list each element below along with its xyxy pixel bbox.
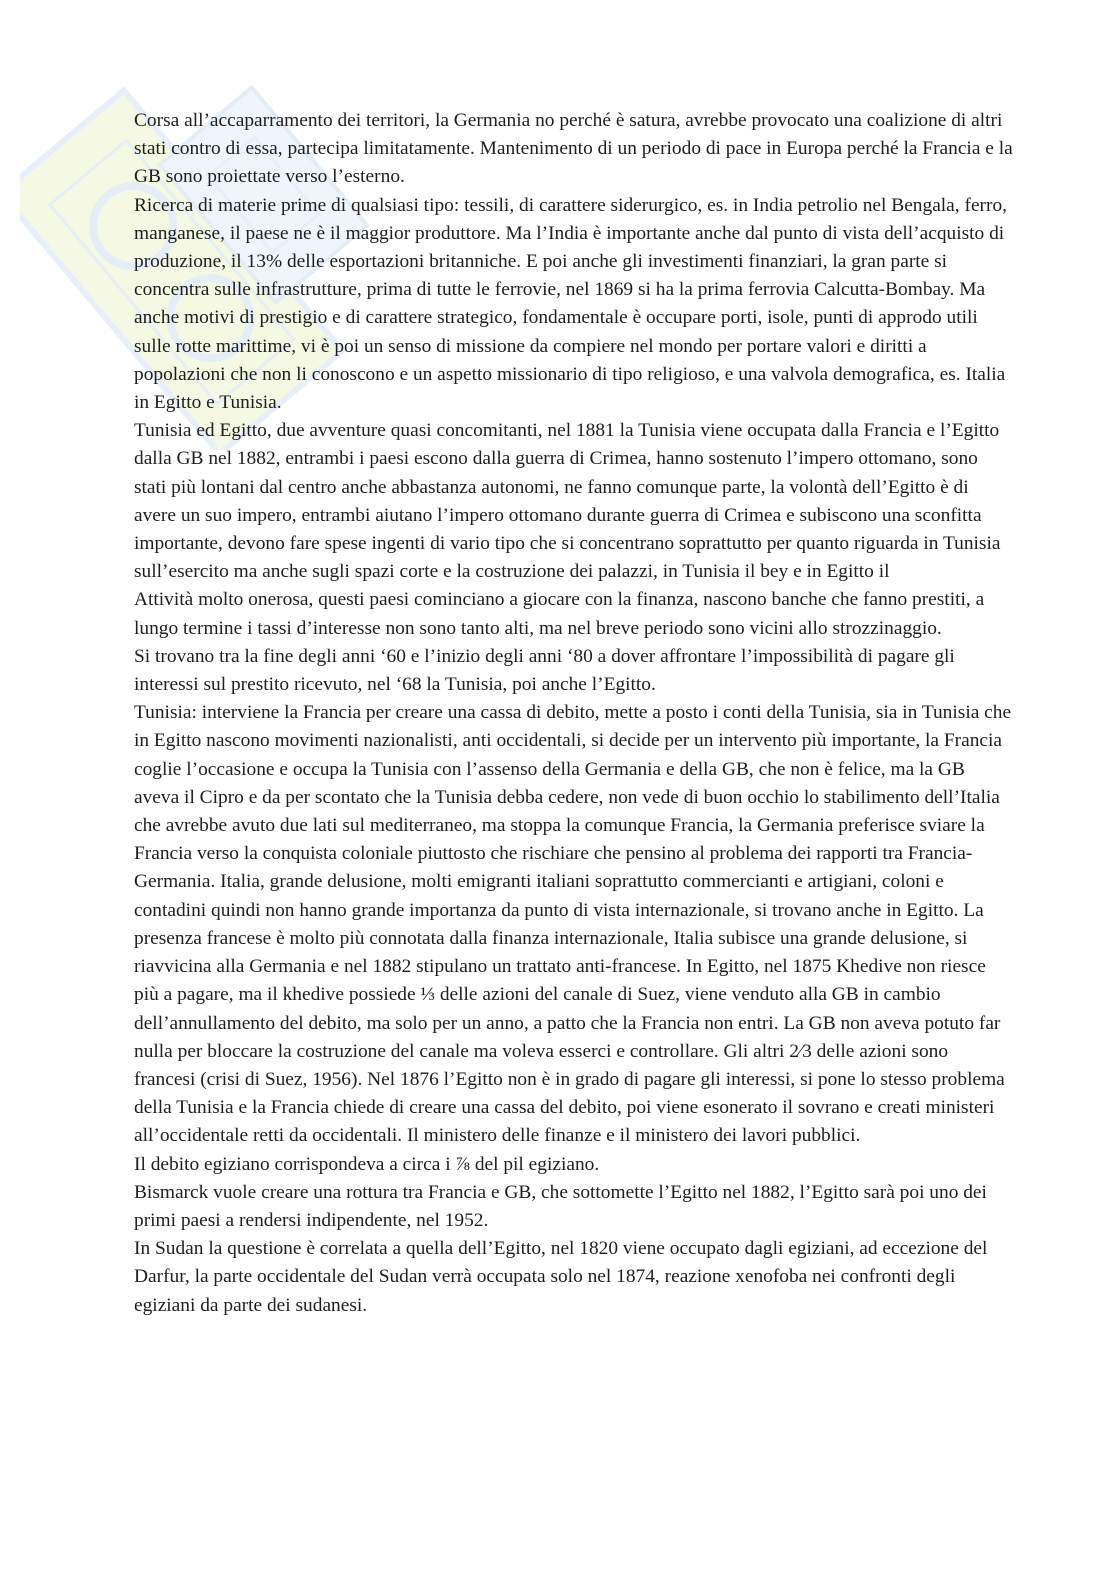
- document-body: [134, 107, 1014, 1320]
- paragraph: Si trovano tra la fine degli anni ‘60 e l’inizio degli anni ‘80 a dover affrontare l’impossibilità di pagare gli interessi sul prestito ricevuto, nel ‘68 la Tunisia, poi anche l’Egitto.: [134, 645, 955, 696]
- paragraph: Ricerca di materie prime di qualsiasi tipo: tessili, di carattere siderurgico, es. in India petrolio nel Bengala, ferro, manganese, il paese ne è il maggior produttore. Ma l’India è importante anche dal punto di vista dell’acquisto di produzione, il 13% delle esportazioni britanniche. E poi anche gli investimenti finanziari, la gran parte si concentra sulle infrastrutture, prima di tutte le ferrovie, nel 1869 si ha la prima ferrovia Calcutta-Bombay. Ma anche motivi di prestigio e di carattere strategico, fondamentale è occupare porti, isole, punti di approdo utili sulle rotte marittime, vi è poi un senso di missione da compiere nel mondo per portare valori e diritti a popolazioni che non li conoscono e un aspetto missionario di tipo religioso, e una valvola demografica, es. Italia in Egitto e Tunisia.: [134, 194, 1008, 414]
- paragraph: Il debito egiziano corrispondeva a circa i ⅞ del pil egiziano.: [134, 1153, 600, 1175]
- paragraph: In Sudan la questione è correlata a quella dell’Egitto, nel 1820 viene occupato dagli egiziani, ad eccezione del Darfur, la parte occidentale del Sudan verrà occupata solo nel 1874, reazione xenofoba nei confronti degli egiziani da parte dei sudanesi.: [134, 1238, 988, 1316]
- paragraph: Tunisia ed Egitto, due avventure quasi concomitanti, nel 1881 la Tunisia viene occupata dalla Francia e l’Egitto dalla GB nel 1882, entrambi i paesi escono dalla guerra di Crimea, hanno sostenuto l’impero ottomano, sono stati più lontani dal centro anche abbastanza autonomi, ne fanno comunque parte, la volontà dell’Egitto è di avere un suo impero, entrambi aiutano l’impero ottomano durante guerra di Crimea e subiscono una sconfitta importante, devono fare spese ingenti di vario tipo che si concentrano soprattutto per quanto riguarda in Tunisia sull’esercito ma anche sugli spazi corte e la costruzione dei palazzi, in Tunisia il bey e in Egitto il: [134, 420, 1001, 583]
- paragraph: Bismarck vuole creare una rottura tra Francia e GB, che sottomette l’Egitto nel 1882, l’Egitto sarà poi uno dei primi paesi a rendersi indipendente, nel 1952.: [134, 1181, 987, 1231]
- paragraph: Corsa all’accaparramento dei territori, la Germania no perché è satura, avrebbe provocato una coalizione di altri stati contro di essa, partecipa limitatamente. Mantenimento di un periodo di pace in Europa perché la Francia e la GB sono proiettate verso l’esterno.: [134, 110, 1013, 188]
- paragraph: Tunisia: interviene la Francia per creare una cassa di debito, mette a posto i conti della Tunisia, sia in Tunisia che in Egitto nascono movimenti nazionalisti, anti occidentali, si decide per un intervento più importante, la Francia coglie l’occasione e occupa la Tunisia con l’assenso della Germania e della GB, che non è felice, ma la GB aveva il Cipro e da per scontato che la Tunisia debba cedere, non vede di buon occhio lo stabilimento dell’Italia che avrebbe avuto due lati sul mediterraneo, ma stoppa la comunque Francia, la Germania preferisce sviare la Francia verso la conquista coloniale piuttosto che rischiare che pensino al problema dei rapporti tra Francia-Germania. Italia, grande delusione, molti emigranti italiani soprattutto commercianti e artigiani, coloni e contadini quindi non hanno grande importanza da punto di vista internazionale, si trovano anche in Egitto. La presenza francese è molto più connotata dalla finanza internazionale, Italia subisce una grande delusione, si riavvicina alla Germania e nel 1882 stipulano un trattato anti-francese. In Egitto, nel 1875 Khedive non riesce più a pagare, ma il khedive possiede ⅓ delle azioni del canale di Suez, viene venduto alla GB in cambio dell’annullamento del debito, ma solo per un anno, a patto che la Francia non entri. La GB non aveva potuto far nulla per bloccare la costruzione del canale ma voleva esserci e controllare. Gli altri 2⁄3 delle azioni sono francesi (crisi di Suez, 1956). Nel 1876 l’Egitto non è in grado di pagare gli interessi, si pone lo stesso problema della Tunisia e la Francia chiede di creare una cassa del debito, poi viene esonerato il sovrano e creati ministeri all’occidentale retti da occidentali. Il ministero delle finanze e il ministero dei lavori pubblici.: [134, 702, 1012, 1147]
- paragraph: Attività molto onerosa, questi paesi cominciano a giocare con la finanza, nascono banche che fanno prestiti, a lungo termine i tassi d’interesse non sono tanto alti, ma nel breve periodo sono vicini allo strozzinaggio.: [134, 589, 985, 639]
